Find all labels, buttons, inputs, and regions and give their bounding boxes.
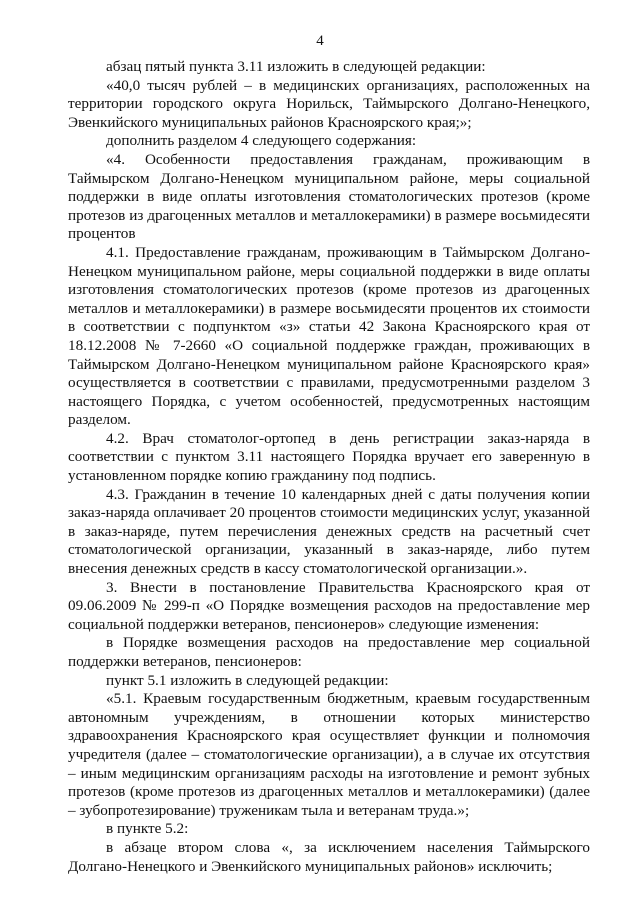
- paragraph: в пункте 5.2:: [106, 820, 189, 838]
- paragraph: пункт 5.1 изложить в следующей редакции:: [106, 671, 389, 689]
- paragraph: 4.1. Предоставление гражданам, проживающим в Таймырском Долгано-Ненецком муниципальном районе, меры социальной поддержки в виде оплаты изготовления стоматологических протезов (кроме протезов из драгоценных металлов и металлокерамики) в размере восьмидесяти процентов их стоимости в соответствии с подпунктом «з» статьи 42 Закона Красноярского края от 18.12.2008 № 7-2660 «О социальной поддержке граждан, проживающих в Таймырском Долгано-Ненецком муниципальном районе Красноярского края» осуществляется в соответствии с правилами, предусмотренными разделом 3 настоящего Порядка, с учетом особенностей, предусмотренных настоящим разделом.: [68, 243, 590, 429]
- paragraph: 4.2. Врач стоматолог-ортопед в день регистрации заказ-наряда в соответствии с пунктом 3.11 настоящего Порядка вручает его заверенную в установленном порядке копию гражданину под подпись.: [68, 429, 590, 485]
- paragraph: в Порядке возмещения расходов на предоставление мер социальной поддержки ветеранов, пенсионеров:: [68, 634, 590, 670]
- paragraph: «5.1. Краевым государственным бюджетным, краевым государственным автономным учреждениям, в отношении которых министерство здравоохранения Красноярского края осуществляет функции и полномочия учредителя (далее – стоматологические организации), а в случае их отсутствия – иным медицинским организациям расходы на изготовление и ремонт зубных протезов (кроме протезов из драгоценных металлов и металлокерамики) (далее – зубопротезирование) труженикам тыла и ветеранам труда.»;: [68, 690, 590, 819]
- paragraph: 4.3. Гражданин в течение 10 календарных дней с даты получения копии заказ-наряда оплачивает 20 процентов стоимости медицинских услуг, указанной в заказ-наряде, путем перечисления денежных средств на расчетный счет стоматологической организации, указанный в заказ-наряде, либо путем внесения денежных средств в кассу стоматологической организации.».: [68, 485, 590, 578]
- document-body: [68, 58, 590, 876]
- paragraph: в абзаце втором слова «, за исключением населения Таймырского Долгано-Ненецкого и Эвенкийского муниципальных районов» исключить;: [68, 838, 590, 875]
- paragraph: абзац пятый пункта 3.11 изложить в следующей редакции:: [106, 58, 486, 75]
- paragraph: дополнить разделом 4 следующего содержания:: [106, 132, 417, 150]
- section-heading: «4. Особенности предоставления гражданам, проживающим в Таймырском Долгано-Ненецком муниципальном районе, меры социальной поддержки в виде оплаты изготовления стоматологических протезов (кроме протезов из драгоценных металлов и металлокерамики) в размере восьмидесяти процентов: [68, 150, 590, 243]
- paragraph: 3. Внести в постановление Правительства Красноярского края от 09.06.2009 № 299-п «О Порядке возмещения расходов на предоставление мер социальной поддержки ветеранов, пенсионеров» следующие изменения:: [68, 578, 590, 633]
- paragraph: «40,0 тысяч рублей – в медицинских организациях, расположенных на территории городского округа Норильск, Таймырского Долгано-Ненецкого, Эвенкийского муниципальных районов Красноярского края;»;: [68, 76, 590, 131]
- page-number: 4: [316, 33, 324, 49]
